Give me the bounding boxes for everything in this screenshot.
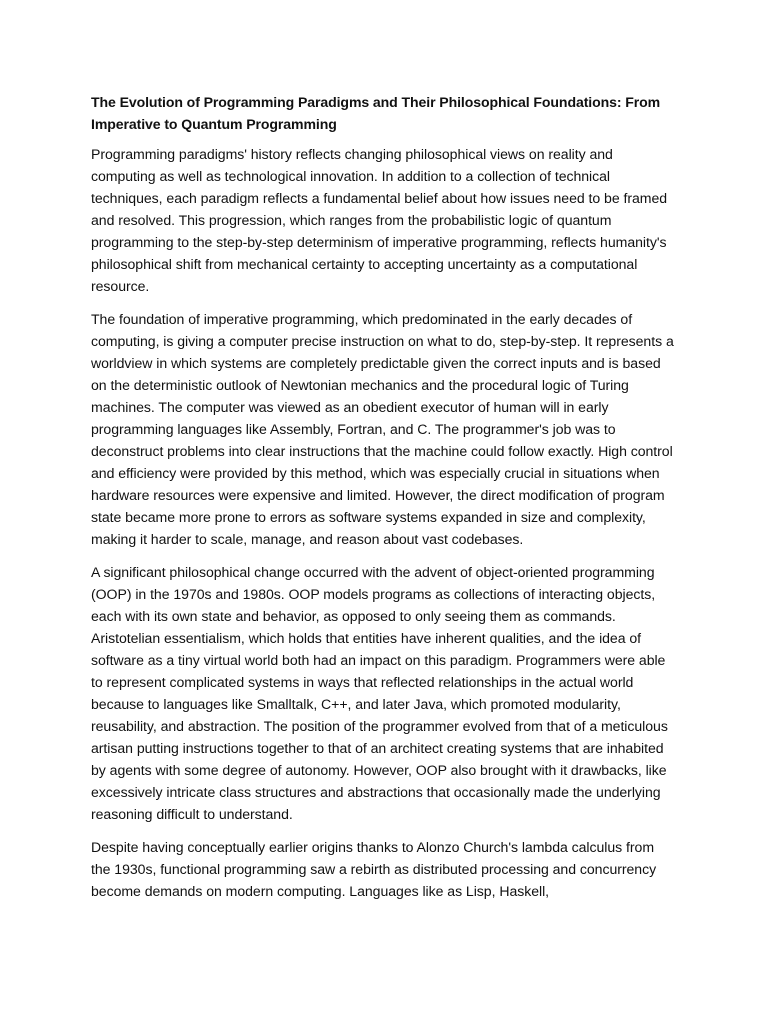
paragraph-object-oriented: A significant philosophical change occurred with the advent of object-oriented programming (OOP) in the 1970s and 1980s. OOP models programs as collections of interacting objects, each with its own state and behavior, as opposed to only seeing them as commands. Aristotelian essentialism, which holds that entities have inherent qualities, and the idea of software as a tiny virtual world both had an impact on this paradigm. Programmers were able to represent complicated systems in ways that reflected relationships in the actual world because to languages like Smalltalk, C++, and later Java, which promoted modularity, reusability, and abstraction. The position of the programmer evolved from that of a meticulous artisan putting instructions together to that of an architect creating systems that are inhabited by agents with some degree of autonomy. However, OOP also brought with it drawbacks, like excessively intricate class structures and abstractions that occasionally made the underlying reasoning difficult to understand. [91,564,668,822]
paragraph-history: Programming paradigms' history reflects changing philosophical views on reality and computing as well as technological innovation. In addition to a collection of technical techniques, each paradigm reflects a fundamental belief about how issues need to be framed and resolved. This progression, which ranges from the probabilistic logic of quantum programming to the step-by-step determinism of imperative programming, reflects humanity's philosophical shift from mechanical certainty to accepting uncertainty as a computational resource. [91,146,668,294]
paragraph-imperative: The foundation of imperative programming, which predominated in the early decades of computing, is giving a computer precise instruction on what to do, step-by-step. It represents a worldview in which systems are completely predictable given the correct inputs and is based on the deterministic outlook of Newtonian mechanics and the procedural logic of Turing machines. The computer was viewed as an obedient executor of human will in early programming languages like Assembly, Fortran, and C. The programmer's job was to deconstruct problems into clear instructions that the machine could follow exactly. High control and efficiency were provided by this method, which was especially crucial in situations when hardware resources were expensive and limited. However, the direct modification of program state became more prone to errors as software systems expanded in size and complexity, making it harder to scale, manage, and reason about vast codebases. [91,311,674,547]
paragraph-functional: Despite having conceptually earlier origins thanks to Alonzo Church's lambda calculus from the 1930s, functional programming saw a rebirth as distributed processing and concurrency become demands on modern computing. Languages like as Lisp, Haskell, [91,839,657,899]
document-title: The Evolution of Programming Paradigms and Their Philosophical Foundations: From Imperative to Quantum Programming [91,94,661,132]
